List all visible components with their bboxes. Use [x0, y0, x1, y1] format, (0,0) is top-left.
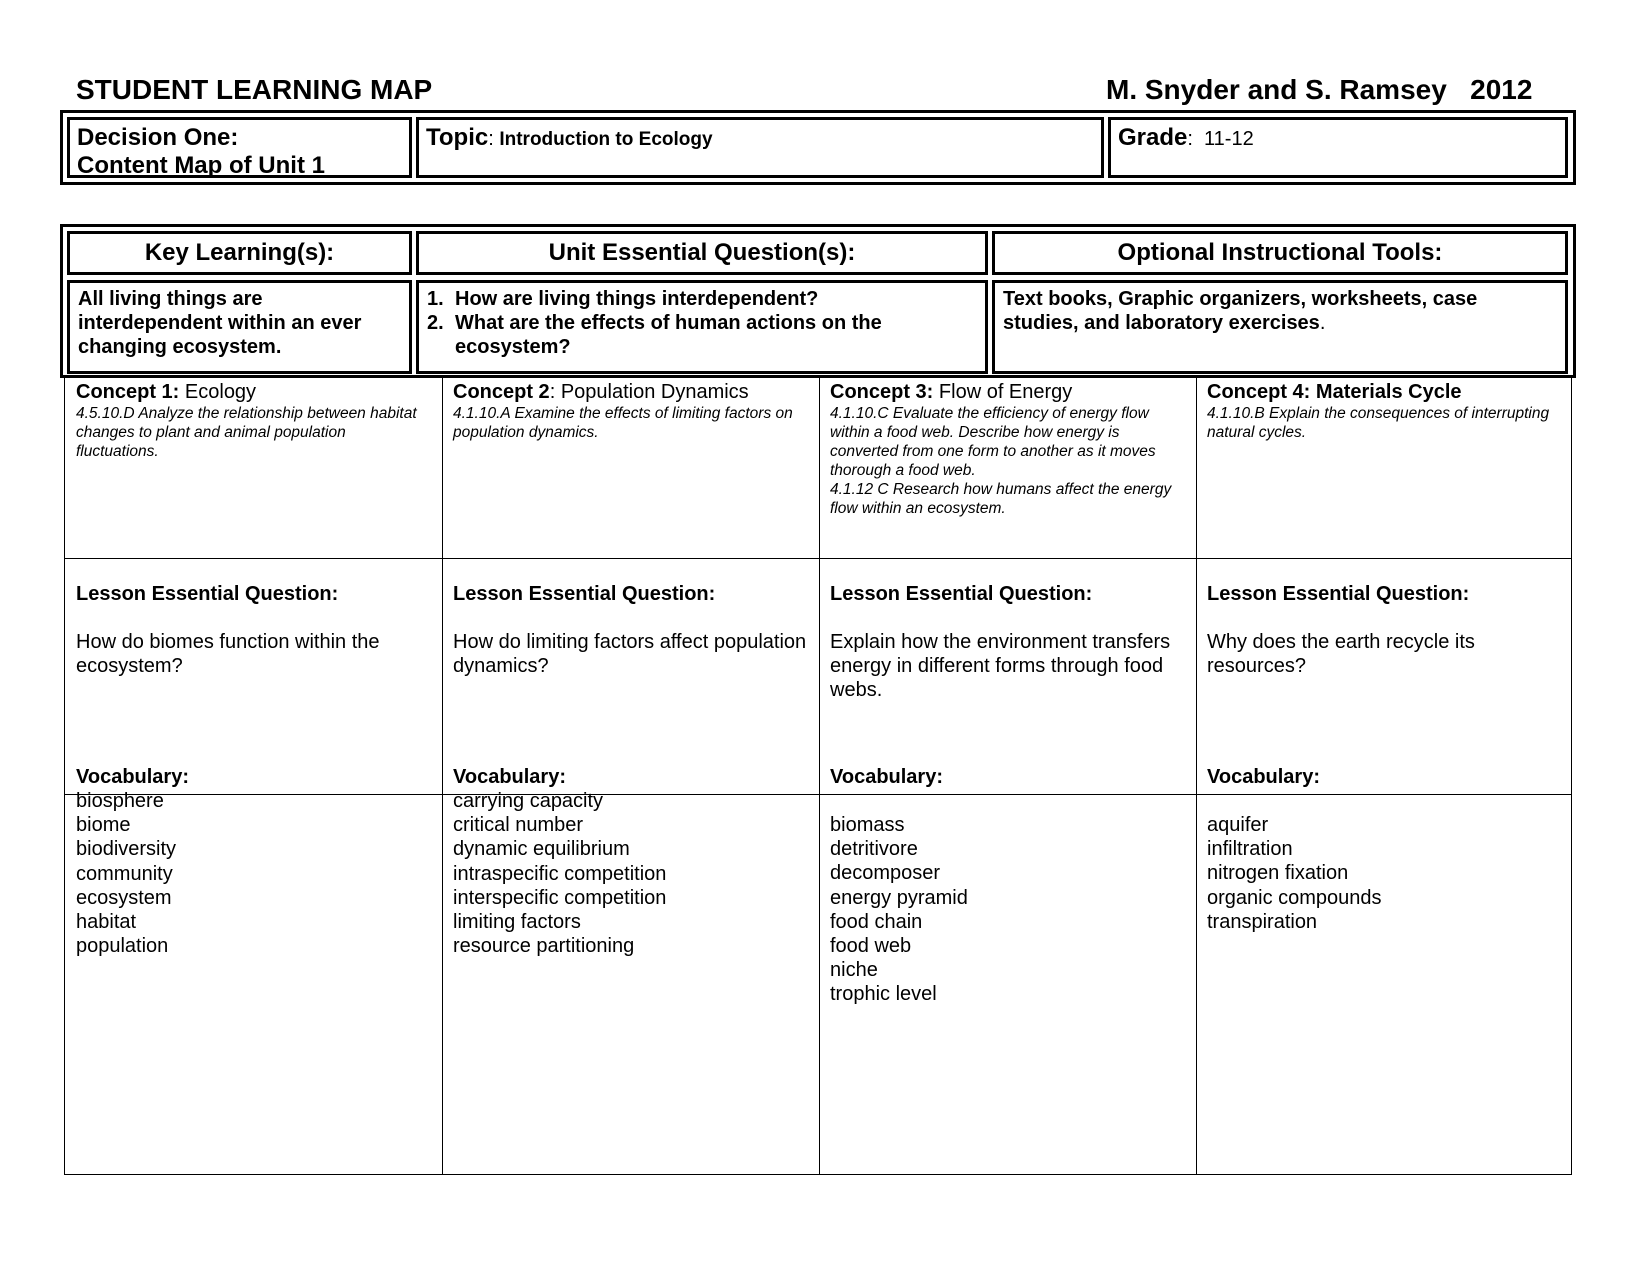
topic-cell: Topic: Introduction to Ecology — [416, 117, 1104, 178]
vocabulary-1-cell — [65, 765, 442, 958]
vocabulary-4-cell — [1196, 765, 1573, 934]
concept-standard: 4.1.12 C Research how humans affect the energy flow within an ecosystem. — [830, 481, 1172, 517]
vocabulary-list — [76, 789, 431, 958]
vocabulary-list — [1207, 813, 1562, 934]
unit-question-2: 2. What are the effects of human actions on the ecosystem? — [427, 312, 882, 358]
vocabulary-term: trophic level — [830, 983, 937, 1006]
vocabulary-list — [453, 789, 808, 958]
concept-title: Concept 3: Flow of Energy — [830, 381, 1073, 403]
key-learning-header: Key Learning(s): — [67, 231, 412, 275]
concept-standard: 4.5.10.D Analyze the relationship between habitat changes to plant and animal population fluctuations. — [76, 405, 417, 460]
concept-standard: 4.1.10.A Examine the effects of limiting factors on population dynamics. — [453, 405, 793, 441]
concept-title: Concept 1: Ecology — [76, 381, 257, 403]
lesson-question-text: Explain how the environment transfers energy in different forms through food webs. — [830, 631, 1171, 701]
vocabulary-term: habitat — [76, 911, 137, 934]
vocabulary-list — [830, 813, 1185, 1007]
lesson-question-label: Lesson Essential Question: — [453, 583, 716, 605]
vocabulary-term: detritivore — [830, 838, 918, 861]
lesson-question-2-cell — [442, 582, 819, 678]
concept-standard: 4.1.10.B Explain the consequences of interrupting natural cycles. — [1207, 405, 1550, 441]
concept-title: Concept 4: Materials Cycle — [1207, 381, 1462, 403]
tools-text: Text books, Graphic organizers, worksheets, case studies, and laboratory exercises. — [992, 280, 1568, 374]
concept-standard: 4.1.10.C Evaluate the efficiency of energy flow within a food web. Describe how energy is converted from one form to another as it moves thorough a food web. — [830, 405, 1156, 479]
vocabulary-term: biome — [76, 814, 131, 837]
vocabulary-label: Vocabulary: — [830, 766, 943, 788]
grade-value: 11-12 — [1204, 128, 1254, 150]
lesson-question-label: Lesson Essential Question: — [1207, 583, 1470, 605]
vocabulary-term: niche — [830, 959, 878, 982]
vocabulary-term: community — [76, 862, 173, 885]
concept-1-cell — [65, 378, 442, 461]
concept-3-cell — [819, 378, 1196, 518]
vocabulary-2-cell — [442, 765, 819, 958]
lesson-question-text: Why does the earth recycle its resources? — [1207, 631, 1475, 677]
key-learning-text: All living things are interdependent within an ever changing ecosystem. — [67, 280, 412, 374]
vocabulary-term: organic compounds — [1207, 886, 1382, 909]
concept-2-cell — [442, 378, 819, 442]
vocabulary-term: food web — [830, 935, 912, 958]
lesson-question-1-cell — [65, 582, 442, 678]
vocabulary-term: food chain — [830, 910, 923, 933]
vocabulary-term: population — [76, 935, 169, 958]
decision-cell — [67, 117, 412, 178]
authors-year: M. Snyder and S. Ramsey 2012 — [1106, 74, 1533, 105]
unit-questions — [416, 280, 988, 374]
vocabulary-term: limiting factors — [453, 911, 581, 934]
vocabulary-term: carrying capacity — [453, 790, 604, 812]
vocabulary-term: dynamic equilibrium — [453, 838, 630, 861]
vocabulary-term: biodiversity — [76, 838, 177, 861]
vocabulary-term: intraspecific competition — [453, 862, 667, 885]
page-title: STUDENT LEARNING MAP — [76, 74, 433, 105]
decision-line2: Content Map of Unit 1 — [77, 152, 325, 179]
tools-header: Optional Instructional Tools: — [992, 231, 1568, 275]
lesson-question-3-cell — [819, 582, 1196, 702]
vocabulary-term: nitrogen fixation — [1207, 862, 1349, 885]
info-table — [60, 110, 1576, 185]
vocabulary-3-cell — [819, 765, 1196, 1007]
lesson-question-label: Lesson Essential Question: — [830, 583, 1093, 605]
key-learning-table — [60, 224, 1576, 378]
topic-label: Topic — [426, 124, 489, 151]
vocabulary-term: energy pyramid — [830, 886, 968, 909]
unit-question-header: Unit Essential Question(s): — [416, 231, 988, 275]
vocabulary-label: Vocabulary: — [1207, 766, 1320, 788]
vocabulary-label: Vocabulary: — [76, 766, 189, 788]
vocabulary-term: biomass — [830, 814, 905, 836]
vocabulary-term: interspecific competition — [453, 886, 667, 909]
concept-grid — [64, 378, 1572, 1175]
vocabulary-term: critical number — [453, 814, 584, 837]
lesson-question-4-cell — [1196, 582, 1573, 678]
topic-value: Introduction to Ecology — [499, 129, 713, 150]
vocabulary-term: ecosystem — [76, 886, 172, 909]
vocabulary-term: decomposer — [830, 862, 941, 885]
unit-question-1: 1. How are living things interdependent? — [427, 288, 819, 310]
vocabulary-term: resource partitioning — [453, 935, 635, 958]
vocabulary-term: aquifer — [1207, 814, 1269, 836]
lesson-question-text: How do biomes function within the ecosystem? — [76, 631, 380, 677]
concept-title: Concept 2: Population Dynamics — [453, 381, 749, 403]
grade-label: Grade — [1118, 124, 1188, 151]
vocabulary-label: Vocabulary: — [453, 766, 566, 788]
decision-line1: Decision One: — [77, 124, 239, 151]
lesson-question-label: Lesson Essential Question: — [76, 583, 339, 605]
grade-cell: Grade: 11-12 — [1108, 117, 1568, 178]
concept-4-cell — [1196, 378, 1573, 442]
vocabulary-term: biosphere — [76, 790, 164, 812]
lesson-question-text: How do limiting factors affect population dynamics? — [453, 631, 807, 677]
vocabulary-term: transpiration — [1207, 910, 1318, 933]
vocabulary-term: infiltration — [1207, 838, 1293, 861]
